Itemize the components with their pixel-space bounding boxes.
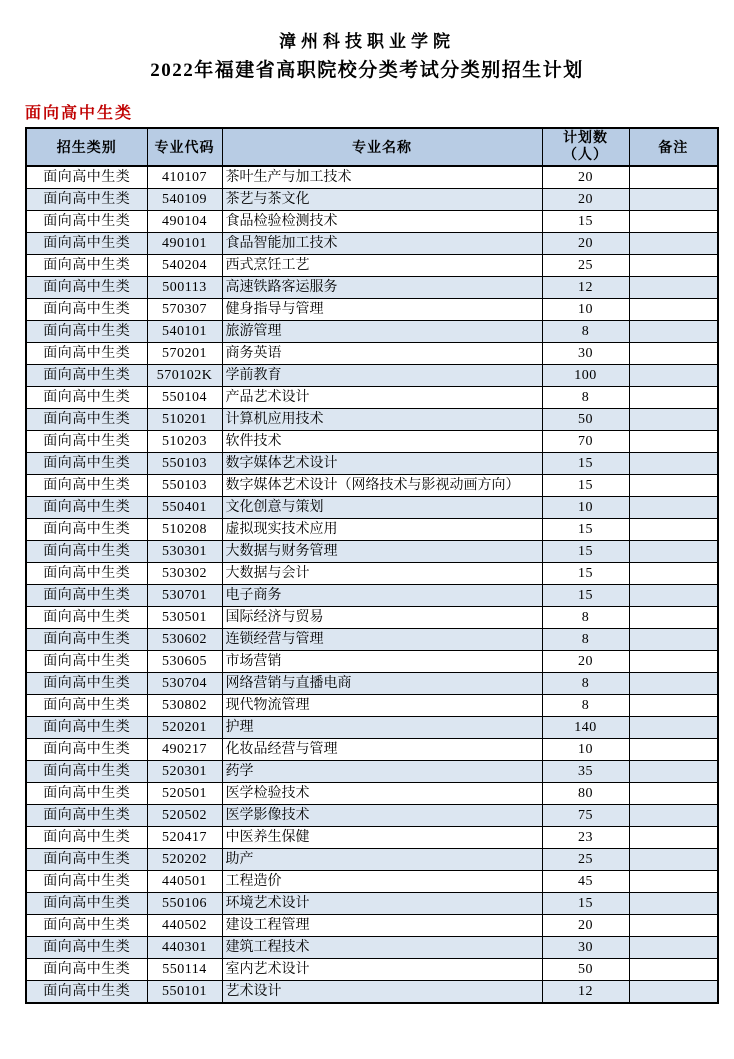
cell-major: 化妆品经营与管理	[222, 739, 542, 761]
cell-major: 数字媒体艺术设计	[222, 453, 542, 475]
cell-plan: 30	[542, 937, 629, 959]
col-header-plan	[542, 128, 629, 166]
cell-code: 520202	[147, 849, 222, 871]
cell-category: 面向高中生类	[26, 827, 147, 849]
cell-plan: 15	[542, 893, 629, 915]
table-row	[26, 981, 718, 1004]
cell-remark	[629, 717, 718, 739]
cell-category: 面向高中生类	[26, 651, 147, 673]
cell-plan: 15	[542, 519, 629, 541]
cell-code: 540101	[147, 321, 222, 343]
table-row	[26, 739, 718, 761]
cell-remark	[629, 475, 718, 497]
cell-remark	[629, 277, 718, 299]
col-header-code: 专业代码	[147, 128, 222, 166]
cell-category: 面向高中生类	[26, 739, 147, 761]
cell-major: 室内艺术设计	[222, 959, 542, 981]
cell-category: 面向高中生类	[26, 959, 147, 981]
cell-major: 电子商务	[222, 585, 542, 607]
table-row	[26, 849, 718, 871]
cell-major: 现代物流管理	[222, 695, 542, 717]
cell-major: 产品艺术设计	[222, 387, 542, 409]
table-row	[26, 937, 718, 959]
table-row	[26, 695, 718, 717]
cell-major: 商务英语	[222, 343, 542, 365]
table-row	[26, 959, 718, 981]
cell-major: 医学检验技术	[222, 783, 542, 805]
cell-code: 550103	[147, 453, 222, 475]
cell-code: 520501	[147, 783, 222, 805]
table-row	[26, 497, 718, 519]
cell-major: 国际经济与贸易	[222, 607, 542, 629]
table-row	[26, 255, 718, 277]
table-row	[26, 827, 718, 849]
table-row	[26, 673, 718, 695]
cell-code: 530301	[147, 541, 222, 563]
cell-major: 建筑工程技术	[222, 937, 542, 959]
cell-remark	[629, 166, 718, 189]
cell-major: 药学	[222, 761, 542, 783]
table-row	[26, 893, 718, 915]
cell-category: 面向高中生类	[26, 497, 147, 519]
cell-category: 面向高中生类	[26, 299, 147, 321]
cell-major: 学前教育	[222, 365, 542, 387]
cell-plan: 30	[542, 343, 629, 365]
cell-code: 440502	[147, 915, 222, 937]
table-row	[26, 541, 718, 563]
table-row	[26, 189, 718, 211]
cell-remark	[629, 871, 718, 893]
cell-plan: 20	[542, 166, 629, 189]
cell-plan: 8	[542, 321, 629, 343]
table-row	[26, 761, 718, 783]
cell-remark	[629, 827, 718, 849]
cell-remark	[629, 321, 718, 343]
cell-category: 面向高中生类	[26, 453, 147, 475]
cell-major: 文化创意与策划	[222, 497, 542, 519]
cell-category: 面向高中生类	[26, 937, 147, 959]
table-row	[26, 585, 718, 607]
cell-major: 食品智能加工技术	[222, 233, 542, 255]
cell-major: 计算机应用技术	[222, 409, 542, 431]
cell-code: 550101	[147, 981, 222, 1004]
table-row	[26, 629, 718, 651]
cell-remark	[629, 431, 718, 453]
cell-category: 面向高中生类	[26, 585, 147, 607]
cell-category: 面向高中生类	[26, 431, 147, 453]
cell-plan: 100	[542, 365, 629, 387]
cell-code: 440501	[147, 871, 222, 893]
cell-category: 面向高中生类	[26, 541, 147, 563]
cell-major: 大数据与会计	[222, 563, 542, 585]
table-row	[26, 343, 718, 365]
cell-category: 面向高中生类	[26, 387, 147, 409]
cell-major: 艺术设计	[222, 981, 542, 1004]
cell-plan: 10	[542, 739, 629, 761]
cell-remark	[629, 629, 718, 651]
cell-remark	[629, 783, 718, 805]
cell-remark	[629, 959, 718, 981]
cell-code: 510208	[147, 519, 222, 541]
table-row	[26, 365, 718, 387]
cell-major: 网络营销与直播电商	[222, 673, 542, 695]
cell-remark	[629, 343, 718, 365]
col-header-plan-line1: 计划数	[563, 131, 608, 146]
cell-major: 茶艺与茶文化	[222, 189, 542, 211]
cell-remark	[629, 761, 718, 783]
table-row	[26, 453, 718, 475]
page-title: 漳州科技职业学院	[279, 32, 455, 51]
cell-major: 虚拟现实技术应用	[222, 519, 542, 541]
cell-plan: 15	[542, 563, 629, 585]
cell-plan: 15	[542, 585, 629, 607]
cell-code: 530701	[147, 585, 222, 607]
col-header-plan-line2: （人）	[563, 148, 608, 163]
cell-major: 建设工程管理	[222, 915, 542, 937]
cell-code: 520417	[147, 827, 222, 849]
cell-code: 490104	[147, 211, 222, 233]
cell-category: 面向高中生类	[26, 893, 147, 915]
cell-plan: 70	[542, 431, 629, 453]
cell-major: 护理	[222, 717, 542, 739]
table-row	[26, 651, 718, 673]
cell-code: 570307	[147, 299, 222, 321]
cell-remark	[629, 585, 718, 607]
cell-major: 西式烹饪工艺	[222, 255, 542, 277]
cell-remark	[629, 805, 718, 827]
cell-remark	[629, 541, 718, 563]
table-row	[26, 233, 718, 255]
cell-plan: 12	[542, 981, 629, 1004]
table-row	[26, 915, 718, 937]
cell-category: 面向高中生类	[26, 563, 147, 585]
section-label: 面向高中生类	[25, 105, 134, 122]
cell-category: 面向高中生类	[26, 255, 147, 277]
cell-code: 520502	[147, 805, 222, 827]
col-header-category: 招生类别	[26, 128, 147, 166]
cell-remark	[629, 299, 718, 321]
cell-code: 550103	[147, 475, 222, 497]
cell-plan: 8	[542, 607, 629, 629]
cell-plan: 20	[542, 915, 629, 937]
cell-remark	[629, 189, 718, 211]
cell-remark	[629, 409, 718, 431]
cell-major: 高速铁路客运服务	[222, 277, 542, 299]
cell-plan: 10	[542, 299, 629, 321]
cell-remark	[629, 519, 718, 541]
table-body	[26, 166, 718, 1003]
cell-code: 550104	[147, 387, 222, 409]
cell-category: 面向高中生类	[26, 321, 147, 343]
cell-category: 面向高中生类	[26, 409, 147, 431]
cell-code: 530302	[147, 563, 222, 585]
cell-plan: 25	[542, 849, 629, 871]
cell-plan: 8	[542, 629, 629, 651]
cell-category: 面向高中生类	[26, 277, 147, 299]
cell-category: 面向高中生类	[26, 166, 147, 189]
cell-category: 面向高中生类	[26, 519, 147, 541]
cell-code: 540204	[147, 255, 222, 277]
cell-remark	[629, 365, 718, 387]
cell-remark	[629, 937, 718, 959]
cell-code: 500113	[147, 277, 222, 299]
cell-remark	[629, 211, 718, 233]
cell-plan: 10	[542, 497, 629, 519]
cell-major: 助产	[222, 849, 542, 871]
table-row	[26, 431, 718, 453]
cell-category: 面向高中生类	[26, 365, 147, 387]
table-row	[26, 563, 718, 585]
cell-category: 面向高中生类	[26, 761, 147, 783]
table-row	[26, 409, 718, 431]
cell-code: 530704	[147, 673, 222, 695]
cell-plan: 50	[542, 959, 629, 981]
cell-category: 面向高中生类	[26, 981, 147, 1004]
enrollment-plan-table	[25, 127, 719, 1004]
cell-category: 面向高中生类	[26, 475, 147, 497]
cell-major: 环境艺术设计	[222, 893, 542, 915]
cell-code: 530501	[147, 607, 222, 629]
cell-plan: 80	[542, 783, 629, 805]
cell-major: 中医养生保健	[222, 827, 542, 849]
cell-remark	[629, 849, 718, 871]
cell-major: 市场营销	[222, 651, 542, 673]
cell-remark	[629, 255, 718, 277]
cell-plan: 15	[542, 475, 629, 497]
table-row	[26, 321, 718, 343]
cell-remark	[629, 915, 718, 937]
cell-remark	[629, 387, 718, 409]
cell-code: 550114	[147, 959, 222, 981]
cell-plan: 23	[542, 827, 629, 849]
table-row	[26, 519, 718, 541]
cell-code: 570102K	[147, 365, 222, 387]
cell-major: 茶叶生产与加工技术	[222, 166, 542, 189]
cell-major: 工程造价	[222, 871, 542, 893]
cell-category: 面向高中生类	[26, 629, 147, 651]
cell-category: 面向高中生类	[26, 673, 147, 695]
cell-code: 490217	[147, 739, 222, 761]
cell-plan: 8	[542, 695, 629, 717]
table-row	[26, 277, 718, 299]
cell-plan: 15	[542, 453, 629, 475]
cell-plan: 35	[542, 761, 629, 783]
table-row	[26, 871, 718, 893]
table-row	[26, 211, 718, 233]
table-row	[26, 783, 718, 805]
cell-code: 520301	[147, 761, 222, 783]
cell-plan: 20	[542, 189, 629, 211]
table-header-row	[26, 128, 718, 166]
cell-code: 530602	[147, 629, 222, 651]
cell-code: 530802	[147, 695, 222, 717]
cell-category: 面向高中生类	[26, 717, 147, 739]
cell-category: 面向高中生类	[26, 343, 147, 365]
cell-code: 530605	[147, 651, 222, 673]
cell-code: 440301	[147, 937, 222, 959]
cell-plan: 140	[542, 717, 629, 739]
cell-code: 570201	[147, 343, 222, 365]
cell-remark	[629, 607, 718, 629]
cell-major: 食品检验检测技术	[222, 211, 542, 233]
cell-plan: 20	[542, 651, 629, 673]
cell-plan: 8	[542, 387, 629, 409]
cell-category: 面向高中生类	[26, 871, 147, 893]
cell-code: 410107	[147, 166, 222, 189]
cell-category: 面向高中生类	[26, 915, 147, 937]
table-row	[26, 299, 718, 321]
cell-code: 520201	[147, 717, 222, 739]
table-row	[26, 717, 718, 739]
cell-plan: 12	[542, 277, 629, 299]
cell-remark	[629, 695, 718, 717]
cell-category: 面向高中生类	[26, 233, 147, 255]
cell-code: 550401	[147, 497, 222, 519]
table-row	[26, 475, 718, 497]
cell-plan: 20	[542, 233, 629, 255]
cell-plan: 8	[542, 673, 629, 695]
cell-category: 面向高中生类	[26, 211, 147, 233]
table-row	[26, 607, 718, 629]
cell-code: 510203	[147, 431, 222, 453]
cell-major: 数字媒体艺术设计（网络技术与影视动画方向）	[222, 475, 542, 497]
cell-code: 510201	[147, 409, 222, 431]
cell-category: 面向高中生类	[26, 783, 147, 805]
table-row	[26, 387, 718, 409]
cell-plan: 75	[542, 805, 629, 827]
cell-remark	[629, 981, 718, 1004]
cell-plan: 25	[542, 255, 629, 277]
cell-major: 大数据与财务管理	[222, 541, 542, 563]
cell-remark	[629, 497, 718, 519]
col-header-remark: 备注	[629, 128, 718, 166]
cell-major: 软件技术	[222, 431, 542, 453]
cell-major: 健身指导与管理	[222, 299, 542, 321]
cell-remark	[629, 651, 718, 673]
cell-major: 旅游管理	[222, 321, 542, 343]
cell-remark	[629, 563, 718, 585]
table-row	[26, 805, 718, 827]
cell-category: 面向高中生类	[26, 849, 147, 871]
cell-category: 面向高中生类	[26, 695, 147, 717]
cell-category: 面向高中生类	[26, 607, 147, 629]
cell-major: 连锁经营与管理	[222, 629, 542, 651]
cell-plan: 45	[542, 871, 629, 893]
page-subtitle: 2022年福建省高职院校分类考试分类别招生计划	[150, 60, 584, 81]
cell-category: 面向高中生类	[26, 805, 147, 827]
table-row	[26, 166, 718, 189]
cell-major: 医学影像技术	[222, 805, 542, 827]
cell-remark	[629, 233, 718, 255]
cell-remark	[629, 739, 718, 761]
cell-code: 550106	[147, 893, 222, 915]
cell-code: 540109	[147, 189, 222, 211]
cell-remark	[629, 673, 718, 695]
cell-remark	[629, 453, 718, 475]
cell-plan: 15	[542, 541, 629, 563]
cell-category: 面向高中生类	[26, 189, 147, 211]
cell-plan: 50	[542, 409, 629, 431]
cell-remark	[629, 893, 718, 915]
col-header-major: 专业名称	[222, 128, 542, 166]
document-page	[0, 30, 734, 1059]
cell-plan: 15	[542, 211, 629, 233]
cell-code: 490101	[147, 233, 222, 255]
